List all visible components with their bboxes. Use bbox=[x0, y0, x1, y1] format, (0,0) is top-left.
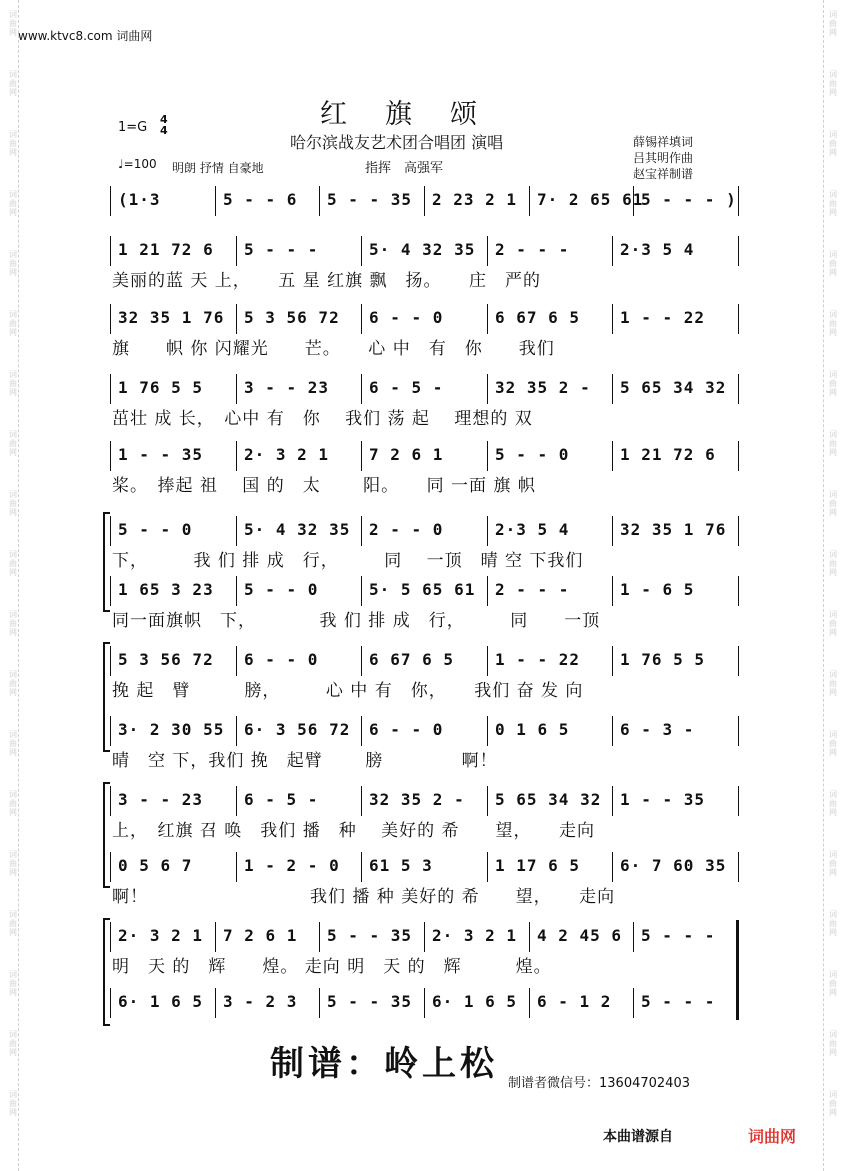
barline bbox=[738, 786, 739, 816]
measure: 5 - - 35 bbox=[327, 926, 413, 945]
measure: 4 2 45 6 bbox=[537, 926, 623, 945]
measure: 32 35 1 76 bbox=[620, 520, 727, 539]
watermark-text: 词 曲 网 bbox=[9, 730, 17, 757]
watermark-text: 词 曲 网 bbox=[9, 250, 17, 277]
barline bbox=[110, 186, 111, 216]
barline bbox=[633, 988, 634, 1018]
barline bbox=[110, 516, 111, 546]
measure: 5 - - 6 bbox=[223, 190, 298, 209]
barline bbox=[236, 441, 237, 471]
measure: (1·3 bbox=[118, 190, 161, 209]
measure: 5 65 34 32 bbox=[495, 790, 602, 809]
barline bbox=[361, 646, 362, 676]
watermark-text: 词 曲 网 bbox=[829, 370, 837, 397]
barline bbox=[319, 988, 320, 1018]
barline bbox=[215, 988, 216, 1018]
site-url[interactable]: www.ktvc8.com 词曲网 bbox=[18, 29, 153, 43]
system-brace bbox=[103, 642, 110, 752]
barline bbox=[612, 441, 613, 471]
watermark-text: 词 曲 网 bbox=[829, 910, 837, 937]
watermark-text: 词 曲 网 bbox=[829, 730, 837, 757]
barline bbox=[236, 576, 237, 606]
barline bbox=[110, 786, 111, 816]
barline bbox=[110, 576, 111, 606]
barline bbox=[110, 852, 111, 882]
barline bbox=[487, 374, 488, 404]
barline bbox=[110, 374, 111, 404]
lyric-line: 挽 起 臂 膀， 心 中 有 你， 我们 奋 发 向 bbox=[112, 681, 584, 701]
watermark-text: 词 曲 网 bbox=[829, 790, 837, 817]
measure: 5 - - 0 bbox=[495, 445, 570, 464]
barline bbox=[424, 922, 425, 952]
watermark-text: 词 曲 网 bbox=[829, 190, 837, 217]
measure: 6 - 3 - bbox=[620, 720, 695, 739]
barline bbox=[738, 304, 739, 334]
watermark-text: 词 曲 网 bbox=[9, 10, 17, 37]
source-label: 本曲谱源自 bbox=[603, 1129, 673, 1145]
measure: 2· 3 2 1 bbox=[118, 926, 204, 945]
barline bbox=[612, 852, 613, 882]
measure: 6 67 6 5 bbox=[495, 308, 581, 327]
watermark-text: 词 曲 网 bbox=[9, 1030, 17, 1057]
measure: 5 - - 35 bbox=[327, 190, 413, 209]
barline bbox=[612, 716, 613, 746]
watermark-text: 词 曲 网 bbox=[829, 430, 837, 457]
transcriber-signature: 制谱：岭上松 bbox=[270, 1044, 498, 1084]
barline bbox=[612, 576, 613, 606]
watermark-text: 词 曲 网 bbox=[9, 70, 17, 97]
barline bbox=[236, 304, 237, 334]
watermark-text: 词 曲 网 bbox=[9, 790, 17, 817]
barline bbox=[529, 922, 530, 952]
barline bbox=[110, 441, 111, 471]
watermark-text: 词 曲 网 bbox=[829, 670, 837, 697]
measure: 2·3 5 4 bbox=[620, 240, 695, 259]
time-signature bbox=[160, 114, 168, 136]
lyric-line: 旗 帜 你 闪耀光 芒。 心 中 有 你 我们 bbox=[112, 339, 555, 359]
barline bbox=[110, 716, 111, 746]
tempo-mark: ♩=100 bbox=[118, 157, 157, 171]
key-signature: 1=G bbox=[118, 120, 148, 135]
lyric-line: 同一面旗帜 下， 我 们 排 成 行， 同 一顶 bbox=[112, 611, 601, 631]
measure: 32 35 2 - bbox=[369, 790, 465, 809]
measure: 7 2 6 1 bbox=[369, 445, 444, 464]
lyric-line: 啊！ 我们 播 种 美好的 希 望， 走向 bbox=[112, 887, 616, 907]
measure: 0 5 6 7 bbox=[118, 856, 193, 875]
measure: 5 - - - bbox=[641, 992, 716, 1011]
credit-transcriber: 赵宝祥制谱 bbox=[633, 167, 694, 181]
watermark-text: 词 曲 网 bbox=[829, 310, 837, 337]
time-signature-top: 4 bbox=[160, 113, 168, 126]
measure: 5 - - 35 bbox=[327, 992, 413, 1011]
measure: 5 - - - bbox=[641, 926, 716, 945]
staff-system bbox=[110, 572, 742, 610]
watermark-text: 词 曲 网 bbox=[9, 670, 17, 697]
measure: 6· 1 6 5 bbox=[118, 992, 204, 1011]
measure: 7 2 6 1 bbox=[223, 926, 298, 945]
measure: 1 21 72 6 bbox=[118, 240, 214, 259]
watermark-text: 词 曲 网 bbox=[829, 250, 837, 277]
lyric-line: 桨。 捧起 祖 国 的 太 阳。 同 一面 旗 帜 bbox=[112, 476, 536, 496]
watermark-text: 词 曲 网 bbox=[9, 910, 17, 937]
watermark-text: 词 曲 网 bbox=[9, 310, 17, 337]
measure: 6· 3 56 72 bbox=[244, 720, 351, 739]
barline bbox=[633, 922, 634, 952]
barline bbox=[236, 716, 237, 746]
barline bbox=[738, 374, 739, 404]
measure: 5· 4 32 35 bbox=[369, 240, 476, 259]
measure: 6 67 6 5 bbox=[369, 650, 455, 669]
watermark-text: 词 曲 网 bbox=[829, 970, 837, 997]
measure: 32 35 1 76 bbox=[118, 308, 225, 327]
watermark-text: 词 曲 网 bbox=[9, 190, 17, 217]
barline bbox=[236, 786, 237, 816]
system-brace bbox=[103, 918, 110, 1026]
barline bbox=[424, 186, 425, 216]
barline bbox=[487, 786, 488, 816]
measure: 3· 2 30 55 bbox=[118, 720, 225, 739]
measure: 6 - - 0 bbox=[369, 720, 444, 739]
barline bbox=[110, 304, 111, 334]
watermark-text: 词 曲 网 bbox=[829, 850, 837, 877]
staff-system bbox=[110, 232, 742, 270]
staff-system bbox=[110, 712, 742, 750]
watermark-text: 词 曲 网 bbox=[829, 550, 837, 577]
watermark-text: 词 曲 网 bbox=[829, 10, 837, 37]
measure: 2· 3 2 1 bbox=[244, 445, 330, 464]
barline bbox=[612, 786, 613, 816]
credit-composer: 吕其明作曲 bbox=[633, 151, 694, 165]
barline bbox=[236, 516, 237, 546]
measure: 2 23 2 1 bbox=[432, 190, 518, 209]
barline bbox=[529, 186, 530, 216]
barline bbox=[361, 441, 362, 471]
barline bbox=[738, 236, 739, 266]
measure: 5· 4 32 35 bbox=[244, 520, 351, 539]
barline bbox=[236, 374, 237, 404]
system-brace bbox=[103, 782, 110, 888]
staff-system bbox=[110, 437, 742, 475]
barline bbox=[319, 922, 320, 952]
watermark-text: 词 曲 网 bbox=[829, 70, 837, 97]
barline bbox=[361, 786, 362, 816]
lyric-line: 下， 我 们 排 成 行， 同 一顶 晴 空 下我们 bbox=[112, 551, 584, 571]
watermark-text: 词 曲 网 bbox=[829, 1030, 837, 1057]
expression-mark: 明朗 抒情 自豪地 bbox=[172, 161, 264, 175]
measure: 2 - - - bbox=[495, 240, 570, 259]
staff-system bbox=[110, 182, 742, 220]
barline bbox=[738, 516, 739, 546]
barline bbox=[110, 236, 111, 266]
measure: 3 - - 23 bbox=[118, 790, 204, 809]
watermark-text: 词 曲 网 bbox=[9, 430, 17, 457]
watermark-text: 词 曲 网 bbox=[9, 850, 17, 877]
barline bbox=[738, 852, 739, 882]
barline bbox=[487, 716, 488, 746]
barline bbox=[738, 441, 739, 471]
watermark-text: 词 曲 网 bbox=[9, 130, 17, 157]
barline bbox=[738, 646, 739, 676]
barline bbox=[487, 646, 488, 676]
measure: 7· 2 65 61 bbox=[537, 190, 644, 209]
measure: 6 - - 0 bbox=[369, 308, 444, 327]
barline bbox=[361, 716, 362, 746]
barline bbox=[110, 922, 111, 952]
barline bbox=[361, 576, 362, 606]
barline bbox=[110, 646, 111, 676]
final-barline bbox=[736, 920, 739, 1020]
measure: 1 65 3 23 bbox=[118, 580, 214, 599]
measure: 2·3 5 4 bbox=[495, 520, 570, 539]
measure: 5 - - 0 bbox=[118, 520, 193, 539]
measure: 1 76 5 5 bbox=[118, 378, 204, 397]
measure: 3 - - 23 bbox=[244, 378, 330, 397]
barline bbox=[361, 374, 362, 404]
barline bbox=[110, 988, 111, 1018]
barline bbox=[361, 516, 362, 546]
watermark-text: 词 曲 网 bbox=[9, 550, 17, 577]
conductor-line: 指挥 高强军 bbox=[365, 161, 444, 176]
measure: 6· 1 6 5 bbox=[432, 992, 518, 1011]
barline bbox=[361, 236, 362, 266]
measure: 6 - 5 - bbox=[244, 790, 319, 809]
performer-line: 哈尔滨战友艺术团合唱团 演唱 bbox=[290, 133, 504, 152]
barline bbox=[424, 988, 425, 1018]
barline bbox=[487, 304, 488, 334]
measure: 5· 5 65 61 bbox=[369, 580, 476, 599]
measure: 6· 7 60 35 bbox=[620, 856, 727, 875]
watermark-text: 词 曲 网 bbox=[9, 970, 17, 997]
watermark-text: 词 曲 网 bbox=[829, 1090, 837, 1117]
lyric-line: 美丽的蓝 天 上， 五 星 红旗 飘 扬。 庄 严的 bbox=[112, 271, 542, 291]
watermark-text: 词 曲 网 bbox=[829, 130, 837, 157]
barline bbox=[487, 516, 488, 546]
barline bbox=[361, 304, 362, 334]
measure: 61 5 3 bbox=[369, 856, 433, 875]
measure: 1 17 6 5 bbox=[495, 856, 581, 875]
barline bbox=[738, 576, 739, 606]
measure: 0 1 6 5 bbox=[495, 720, 570, 739]
measure: 1 76 5 5 bbox=[620, 650, 706, 669]
barline bbox=[215, 186, 216, 216]
measure: 2 - - - bbox=[495, 580, 570, 599]
measure: 3 - 2 3 bbox=[223, 992, 298, 1011]
watermark-text: 词 曲 网 bbox=[829, 610, 837, 637]
time-signature-bottom: 4 bbox=[160, 124, 168, 137]
lyric-line: 明 天 的 辉 煌。 走向 明 天 的 辉 煌。 bbox=[112, 957, 552, 977]
measure: 5 - - - bbox=[244, 240, 319, 259]
watermark-text: 词 曲 网 bbox=[9, 490, 17, 517]
system-brace bbox=[103, 512, 110, 612]
source-logo[interactable]: 词曲网 bbox=[748, 1127, 797, 1146]
staff-system bbox=[110, 642, 742, 680]
lyric-line: 茁壮 成 长， 心中 有 你 我们 荡 起 理想的 双 bbox=[112, 409, 533, 429]
wechat-contact: 制谱者微信号：13604702403 bbox=[508, 1076, 690, 1091]
staff-system bbox=[110, 370, 742, 408]
barline bbox=[487, 576, 488, 606]
barline bbox=[361, 852, 362, 882]
lyric-line: 上， 红旗 召 唤 我们 播 种 美好的 希 望， 走向 bbox=[112, 821, 596, 841]
barline bbox=[487, 236, 488, 266]
measure: 2· 3 2 1 bbox=[432, 926, 518, 945]
staff-system bbox=[110, 984, 742, 1022]
barline bbox=[612, 304, 613, 334]
staff-system bbox=[110, 848, 742, 886]
measure: 2 - - 0 bbox=[369, 520, 444, 539]
barline bbox=[487, 852, 488, 882]
staff-system bbox=[110, 300, 742, 338]
barline bbox=[236, 852, 237, 882]
barline bbox=[612, 516, 613, 546]
measure: 32 35 2 - bbox=[495, 378, 591, 397]
song-title: 红旗颂 bbox=[320, 99, 515, 130]
measure: 6 - 1 2 bbox=[537, 992, 612, 1011]
barline bbox=[612, 646, 613, 676]
barline bbox=[236, 646, 237, 676]
barline bbox=[738, 186, 739, 216]
measure: 5 - - 0 bbox=[244, 580, 319, 599]
measure: 5 - - - ) bbox=[641, 190, 737, 209]
measure: 1 - - 22 bbox=[495, 650, 581, 669]
measure: 6 - 5 - bbox=[369, 378, 444, 397]
staff-system bbox=[110, 782, 742, 820]
barline bbox=[215, 922, 216, 952]
credit-lyricist: 薛锡祥填词 bbox=[633, 135, 694, 149]
staff-system bbox=[110, 512, 742, 550]
watermark-text: 词 曲 网 bbox=[9, 1090, 17, 1117]
measure: 1 - 2 - 0 bbox=[244, 856, 340, 875]
watermark-text: 词 曲 网 bbox=[9, 610, 17, 637]
measure: 5 3 56 72 bbox=[118, 650, 214, 669]
measure: 1 21 72 6 bbox=[620, 445, 716, 464]
watermark-text: 词 曲 网 bbox=[829, 490, 837, 517]
barline bbox=[487, 441, 488, 471]
measure: 1 - - 22 bbox=[620, 308, 706, 327]
barline bbox=[236, 236, 237, 266]
measure: 5 3 56 72 bbox=[244, 308, 340, 327]
barline bbox=[738, 716, 739, 746]
barline bbox=[612, 374, 613, 404]
measure: 5 65 34 32 bbox=[620, 378, 727, 397]
barline bbox=[529, 988, 530, 1018]
lyric-line: 晴 空 下，我们 挽 起臂 膀 啊！ bbox=[112, 751, 498, 771]
measure: 1 - 6 5 bbox=[620, 580, 695, 599]
measure: 6 - - 0 bbox=[244, 650, 319, 669]
measure: 1 - - 35 bbox=[620, 790, 706, 809]
watermark-text: 词 曲 网 bbox=[9, 370, 17, 397]
measure: 1 - - 35 bbox=[118, 445, 204, 464]
staff-system bbox=[110, 918, 742, 956]
barline bbox=[319, 186, 320, 216]
barline bbox=[612, 236, 613, 266]
